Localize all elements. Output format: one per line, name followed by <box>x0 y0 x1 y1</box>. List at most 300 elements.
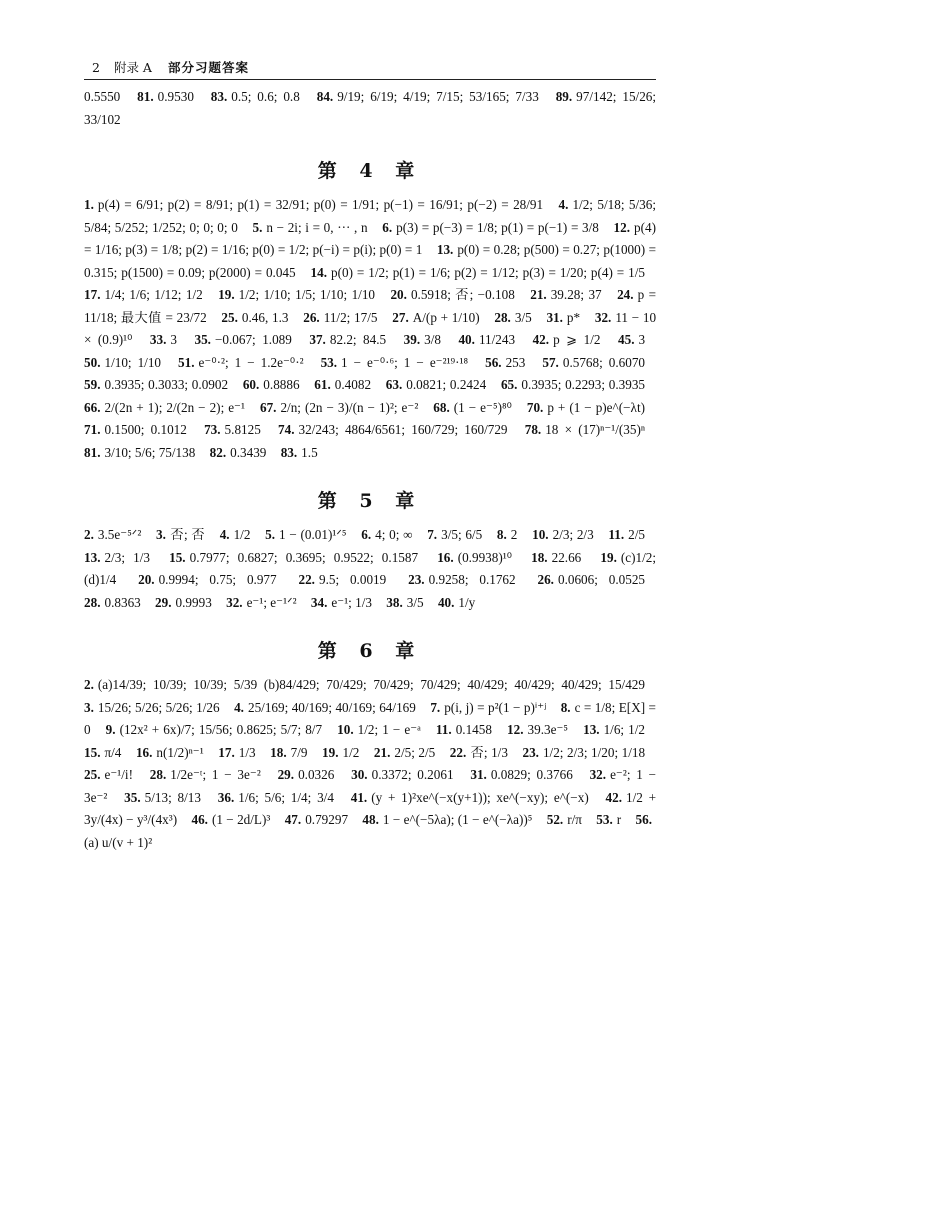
answer-text: 22.66 <box>551 549 582 565</box>
answer-text: 1/y <box>458 594 476 610</box>
answer-item <box>309 332 386 347</box>
answer-item <box>596 812 621 827</box>
answer-text: 82.2; 84.5 <box>329 332 387 347</box>
answer-text: (a)14/39; 10/39; 10/39; 5/39 (b)84/429; 70/429; 70/429; 70/429; 40/429; 40/429; 40/429; 15/429 <box>97 677 645 692</box>
answer-text: 3/8 <box>424 332 441 347</box>
answer-number: 57. <box>542 354 559 370</box>
answer-item <box>527 400 645 415</box>
answer-item <box>106 722 322 737</box>
answer-text: 2 <box>510 527 518 542</box>
answer-text: 1/3 <box>238 744 256 760</box>
answer-item <box>532 527 594 542</box>
chapter-5-title: 第 5 章 <box>317 490 423 512</box>
answer-text: (y + 1)²xe^(−x(y+1)); xe^(−xy); e^(−x) <box>371 789 589 805</box>
answer-item <box>84 595 141 610</box>
intro-answers <box>84 86 656 131</box>
answer-text: 2/(2n + 1); 2/(2n − 2); e⁻¹ <box>104 399 245 415</box>
answer-number: 28. <box>149 767 167 782</box>
answer-number: 15. <box>169 549 186 565</box>
answer-text: 1/2e⁻ᵗ; 1 − 3e⁻² <box>170 767 261 782</box>
answer-number: 78. <box>524 422 542 437</box>
answer-item <box>361 527 412 542</box>
answer-item <box>221 310 288 325</box>
answer-number: 42. <box>605 789 622 805</box>
answer-number: 25. <box>84 767 101 782</box>
answer-item <box>404 332 441 347</box>
answer-item <box>507 722 568 737</box>
answer-item <box>84 677 645 692</box>
answer-number: 6. <box>361 527 372 542</box>
answer-number: 6. <box>382 219 393 235</box>
answer-text: 0.0606; 0.0525 <box>557 572 646 587</box>
answer-number: 67. <box>259 399 277 415</box>
answer-number: 21. <box>530 287 547 302</box>
answer-text: 1/2; 1 − e⁻ᵃ <box>357 722 421 737</box>
answer-number: 70. <box>526 399 544 415</box>
answer-text: 0.3935; 0.2293; 0.3935 <box>521 377 646 392</box>
answer-number: 10. <box>337 722 354 737</box>
answer-number: 50. <box>84 354 101 370</box>
answer-number: 73. <box>204 422 221 437</box>
answer-number: 26. <box>537 572 554 587</box>
answer-item <box>252 220 367 235</box>
answer-text: n − 2i; i = 0, ··· , n <box>266 219 368 235</box>
answer-item <box>218 745 255 760</box>
answer-number: 22. <box>449 744 467 760</box>
answer-text: 1/2; 5/18; 5/36; 5/84; 5/252; 1/252; 0; 0; 0; 0 <box>84 197 657 235</box>
answer-number: 2. <box>84 527 94 542</box>
answer-number: 53. <box>596 812 613 827</box>
answer-text: e⁻¹; e⁻¹ᐟ² <box>246 594 297 610</box>
answer-item <box>494 310 531 325</box>
answer-number: 19. <box>218 287 235 302</box>
answer-number: 28. <box>84 594 101 610</box>
answer-number: 33. <box>149 332 167 347</box>
answer-number: 8. <box>560 699 571 715</box>
answer-number: 32. <box>226 594 243 610</box>
answer-number: 8. <box>496 527 507 542</box>
answer-item <box>84 197 543 212</box>
answer-item <box>433 400 512 415</box>
answer-text: 0.8363 <box>104 594 141 610</box>
answer-text: 3/5 <box>406 594 424 610</box>
answer-text: 3.5e⁻⁵ᐟ² <box>97 527 142 542</box>
answer-number: 34. <box>310 594 328 610</box>
answer-text: (1 − e⁻⁵)⁸⁰ <box>453 399 512 415</box>
answer-number: 41. <box>350 789 368 805</box>
answer-number: 74. <box>278 422 295 437</box>
answer-number: 17. <box>84 287 101 302</box>
answer-item <box>156 527 205 542</box>
answer-item <box>470 767 572 782</box>
answer-text: 2/5; 2/5 <box>394 744 436 760</box>
answer-number: 56. <box>485 354 502 370</box>
answer-text: 1/10; 1/10 <box>104 354 162 370</box>
answer-number: 4. <box>219 527 230 542</box>
answer-text: 11/2; 17/5 <box>323 309 378 325</box>
answer-text: A/(p + 1/10) <box>412 309 480 325</box>
answer-number: 60. <box>242 377 260 392</box>
answer-item <box>84 445 195 460</box>
answer-number: 23. <box>522 744 539 760</box>
answer-text: 1 − (0.01)¹ᐟ⁵ <box>279 527 347 542</box>
answer-number: 40. <box>458 332 475 347</box>
answer-number: 18. <box>270 744 287 760</box>
answer-text: e⁻⁰·²; 1 − 1.2e⁻⁰·² <box>198 354 304 370</box>
answer-text: 15/26; 5/26; 5/26; 1/26 <box>97 699 220 715</box>
answer-number: 40. <box>437 594 455 610</box>
chapter-6-answers <box>84 674 656 854</box>
answer-item <box>278 767 335 782</box>
answer-text: 否; 1/3 <box>470 744 508 760</box>
answer-text: 2/3; 2/3 <box>552 527 594 542</box>
answer-number: 15. <box>84 744 101 760</box>
appendix-label: 附录 A <box>113 60 152 75</box>
answer-item <box>392 310 479 325</box>
answer-number: 28. <box>494 309 511 325</box>
answer-item <box>150 332 177 347</box>
answer-number: 14. <box>310 264 328 280</box>
answer-number: 29. <box>155 594 172 610</box>
answer-text: 0.1458 <box>455 722 492 737</box>
answer-number: 25. <box>221 309 238 325</box>
answer-item <box>530 287 601 302</box>
answer-number: 13. <box>436 242 454 257</box>
answer-item <box>408 572 516 587</box>
answer-number: 2. <box>84 677 94 692</box>
answer-text: p(4) = 1/16; p(3) = 1/8; p(2) = 1/16; p(0) = 1/2; p(−i) = p(i); p(0) = 1 <box>84 219 657 257</box>
answer-number: 16. <box>437 549 454 565</box>
answer-number: 5. <box>265 527 276 542</box>
answer-text: p(0) = 1/2; p(1) = 1/6; p(2) = 1/12; p(3) = 1/20; p(4) = 1/5 <box>331 264 645 280</box>
answer-text: p(4) = 6/91; p(2) = 8/91; p(1) = 32/91; p(0) = 1/91; p(−1) = 16/91; p(−2) = 28/91 <box>97 197 544 212</box>
answer-text: 1/6; 5/6; 1/4; 3/4 <box>238 789 334 805</box>
answer-text: 11 − 10 × (0.9)¹⁰ <box>84 309 657 347</box>
answer-item <box>497 527 517 542</box>
answer-text: (12x² + 6x)/7; 15/56; 0.8625; 5/7; 8/7 <box>119 722 323 737</box>
answer-text: p + (1 − p)e^(−λt) <box>547 399 646 415</box>
answer-text: 1/2 <box>233 527 251 542</box>
answer-text: −0.067; 1.089 <box>214 332 292 347</box>
answer-text: 0.0326 <box>298 767 335 782</box>
answer-number: 22. <box>298 572 315 587</box>
answer-number: 71. <box>84 422 101 437</box>
answer-text: 2/3; 1/3 <box>104 549 150 565</box>
answer-item <box>321 355 469 370</box>
answer-item <box>84 377 228 392</box>
answer-item <box>84 527 141 542</box>
answer-number: 47. <box>284 812 302 827</box>
answer-item <box>501 377 645 392</box>
answer-text: 0.9994; 0.75; 0.977 <box>158 572 277 587</box>
answer-item <box>84 355 161 370</box>
answer-text: 0.7977; 0.6827; 0.3695; 0.9522; 0.1587 <box>189 549 419 565</box>
answer-item <box>450 745 508 760</box>
running-header <box>84 58 656 80</box>
answer-item <box>84 767 133 782</box>
answer-number: 37. <box>309 332 326 347</box>
answer-number: 5. <box>252 219 263 235</box>
answer-item <box>84 400 245 415</box>
answer-text: 3 <box>170 332 177 347</box>
section-title: 部分习题答案 <box>167 60 249 75</box>
answer-number: 13. <box>583 722 600 737</box>
answer-number: 59. <box>84 377 101 392</box>
document-page <box>84 58 656 854</box>
answer-number: 35. <box>124 789 141 805</box>
answer-text: 4; 0; ∞ <box>375 527 413 542</box>
answer-number: 11. <box>608 527 625 542</box>
answer-item <box>210 445 267 460</box>
answer-item <box>243 377 300 392</box>
answer-item <box>155 595 212 610</box>
answer-text: n(1/2)ⁿ⁻¹ <box>156 744 204 760</box>
answer-item <box>265 527 346 542</box>
answer-text: (0.9938)¹⁰ <box>457 549 512 565</box>
answer-number: 30. <box>351 767 368 782</box>
answer-text: r/π <box>567 812 582 827</box>
answer-text: p(3) = p(−3) = 1/8; p(1) = p(−1) = 3/8 <box>396 219 599 235</box>
answer-item <box>522 745 645 760</box>
answer-number: 39. <box>403 332 421 347</box>
answer-item <box>458 332 515 347</box>
answer-number: 66. <box>84 399 101 415</box>
answer-item <box>386 595 423 610</box>
answer-text: 1 − e⁻⁰·⁶; 1 − e⁻²¹⁹·¹⁸ <box>341 354 469 370</box>
answer-number: 31. <box>470 767 487 782</box>
answer-item <box>84 700 220 715</box>
answer-text: 0.3439 <box>230 444 267 460</box>
answer-number: 16. <box>135 744 153 760</box>
answer-number: 61. <box>314 377 331 392</box>
answer-item <box>525 422 645 437</box>
answer-text: 7/9 <box>290 744 308 760</box>
answer-number: 42. <box>532 332 550 347</box>
answer-number: 13. <box>84 549 101 565</box>
answer-text: 5/13; 8/13 <box>144 789 201 805</box>
answer-number: 32. <box>594 309 612 325</box>
answer-number: 7. <box>427 527 438 542</box>
answer-text: p* <box>566 309 581 325</box>
answer-number: 51. <box>178 354 195 370</box>
answer-item <box>169 550 418 565</box>
answer-item <box>583 722 645 737</box>
answer-number: 89. <box>555 89 573 104</box>
page-number: 2 <box>92 60 100 75</box>
answer-item <box>218 790 334 805</box>
answer-number: 83. <box>280 444 298 460</box>
answer-text: 3/10; 5/6; 75/138 <box>104 444 196 460</box>
answer-text: e⁻¹/i! <box>104 767 133 782</box>
answer-item <box>84 745 121 760</box>
answer-text: 1/2; 2/3; 1/20; 1/18 <box>542 744 646 760</box>
answer-number: 63. <box>385 377 403 392</box>
answer-text: 1 − e^(−5λa); (1 − e^(−λa))⁵ <box>382 812 533 827</box>
answer-text: 39.3e⁻⁵ <box>527 722 569 737</box>
answer-text: p = 11/18; 最大值 = 23/72 <box>84 287 657 325</box>
answer-text: π/4 <box>104 744 122 760</box>
answer-item <box>322 745 359 760</box>
answer-number: 26. <box>303 309 320 325</box>
answer-text: 0.46, 1.3 <box>241 309 289 325</box>
answer-number: 11. <box>435 722 452 737</box>
answer-item <box>226 595 297 610</box>
chapter-6-title: 第 6 章 <box>317 640 423 662</box>
answer-text: c = 1/8; E[X] = 0 <box>84 699 656 737</box>
answer-number: 4. <box>234 699 244 715</box>
answer-item <box>194 332 291 347</box>
answer-text: (a) u/(v + 1)² <box>84 834 153 850</box>
answer-text: 25/169; 40/169; 40/169; 64/169 <box>247 699 416 715</box>
answer-text: 11/243 <box>478 332 516 347</box>
answer-item <box>84 550 150 565</box>
answer-text: e⁻²; 1 − 3e⁻² <box>84 767 657 805</box>
answer-text: 1/2 + 3y/(4x) − y³/(4x³) <box>84 789 657 827</box>
answer-item <box>191 812 270 827</box>
answer-item <box>351 790 589 805</box>
answer-item <box>438 595 475 610</box>
answer-text: 9/19; 6/19; 4/19; 7/15; 53/165; 7/33 <box>337 89 539 104</box>
answer-number: 68. <box>433 399 450 415</box>
answer-number: 4. <box>558 197 569 212</box>
answer-number: 9. <box>105 722 116 737</box>
answer-item <box>138 572 277 587</box>
answer-number: 52. <box>546 812 564 827</box>
answer-number: 36. <box>217 789 235 805</box>
answer-item <box>270 745 307 760</box>
answer-number: 7. <box>430 699 441 715</box>
answer-number: 10. <box>532 527 549 542</box>
answer-text: 0.4082 <box>334 377 372 392</box>
answer-text: 3 <box>638 332 646 347</box>
answer-text: 0.1500; 0.1012 <box>104 422 187 437</box>
answer-text: r <box>616 812 622 827</box>
answer-number: 17. <box>218 744 235 760</box>
answer-text: 1/6; 1/2 <box>603 722 646 737</box>
answer-number: 81. <box>84 444 101 460</box>
answer-item <box>547 812 582 827</box>
answer-number: 65. <box>500 377 518 392</box>
answer-number: 38. <box>386 594 403 610</box>
answer-item <box>337 722 421 737</box>
answer-text: 1/4; 1/6; 1/12; 1/2 <box>104 287 203 302</box>
answer-text: 2/5 <box>628 527 646 542</box>
answer-number: 82. <box>209 444 227 460</box>
answer-item <box>386 377 486 392</box>
answer-item <box>542 355 645 370</box>
answer-text: 0.5768; 0.6070 <box>562 354 646 370</box>
answer-number: 31. <box>546 309 563 325</box>
answer-item <box>137 89 194 104</box>
answer-text: 253 <box>505 354 526 370</box>
answer-item <box>618 332 645 347</box>
answer-text: 2/n; (2n − 3)/(n − 1)²; e⁻² <box>280 399 419 415</box>
answer-text: 9.5; 0.0019 <box>318 572 387 587</box>
answer-text: 1/2; 1/10; 1/5; 1/10; 1/10 <box>238 287 376 302</box>
answer-number: 46. <box>191 812 208 827</box>
answer-item <box>260 400 418 415</box>
answer-item <box>436 722 492 737</box>
answer-item <box>362 812 532 827</box>
answer-item <box>204 422 261 437</box>
answer-text: 0.5; 0.6; 0.8 <box>231 89 300 104</box>
answer-item <box>218 287 375 302</box>
answer-text: 97/142; 15/26; 33/102 <box>84 89 657 127</box>
answer-text: 3/5 <box>514 309 532 325</box>
answer-number: 56. <box>635 812 653 827</box>
answer-number: 21. <box>373 744 391 760</box>
answer-text: p(0) = 0.28; p(500) = 0.27; p(1000) = 0.315; p(1500) = 0.09; p(2000) = 0.045 <box>84 242 657 280</box>
answer-number: 81. <box>137 89 154 104</box>
chapter-4-title: 第 4 章 <box>317 160 423 182</box>
answer-item <box>317 89 539 104</box>
answer-number: 3. <box>84 699 94 715</box>
answer-item <box>351 767 453 782</box>
answer-item <box>303 310 377 325</box>
answer-text: 3/5; 6/5 <box>441 527 483 542</box>
answer-number: 35. <box>194 332 211 347</box>
answer-text: 18 × (17)ⁿ⁻¹/(35)ⁿ <box>545 422 646 437</box>
answer-item <box>382 220 599 235</box>
answer-item <box>531 550 581 565</box>
answer-item <box>84 287 203 302</box>
answer-number: 83. <box>210 89 228 104</box>
answer-item <box>314 377 371 392</box>
answer-item <box>234 700 416 715</box>
answer-text: e⁻¹; 1/3 <box>331 594 372 610</box>
answer-text: p ⩾ 1/2 <box>553 332 601 347</box>
answer-number: 32. <box>589 767 607 782</box>
answer-item <box>298 572 386 587</box>
answer-text: 5.8125 <box>224 422 261 437</box>
answer-number: 84. <box>316 89 334 104</box>
answer-item <box>437 550 512 565</box>
answer-item <box>84 89 120 104</box>
answer-number: 53. <box>320 354 338 370</box>
answer-item <box>211 89 300 104</box>
chapter-5-answers <box>84 524 656 614</box>
answer-number: 12. <box>613 219 631 235</box>
answer-text: 0.79297 <box>305 812 349 827</box>
answer-item <box>136 745 204 760</box>
answer-text: 0.8886 <box>263 377 300 392</box>
answer-number: 12. <box>507 722 524 737</box>
answer-number: 3. <box>156 527 166 542</box>
answer-text: (c)1/2; (d)1/4 <box>84 549 657 587</box>
answer-item <box>311 595 372 610</box>
answer-item <box>374 745 435 760</box>
answer-item <box>124 790 201 805</box>
answer-number: 19. <box>600 549 617 565</box>
answer-text: 0.3935; 0.3033; 0.0902 <box>104 377 229 392</box>
answer-text: 0.9530 <box>157 89 194 104</box>
answer-number: 23. <box>408 572 425 587</box>
answer-text: 0.0829; 0.3766 <box>490 767 573 782</box>
answer-text: 0.5550 <box>84 89 121 104</box>
answer-text: 0.9258; 0.1762 <box>428 572 516 587</box>
answer-number: 1. <box>84 197 94 212</box>
answer-text: 0.3372; 0.2061 <box>371 767 454 782</box>
answer-text: 否; 否 <box>169 527 205 542</box>
answer-text: 32/243; 4864/6561; 160/729; 160/729 <box>298 422 508 437</box>
answer-item <box>427 527 482 542</box>
answer-number: 19. <box>322 744 339 760</box>
answer-item <box>430 700 546 715</box>
answer-text: p(i, j) = p²(1 − p)ⁱ⁺ʲ <box>444 699 547 715</box>
answer-number: 20. <box>138 572 155 587</box>
answer-item <box>533 332 601 347</box>
answer-item <box>150 767 261 782</box>
